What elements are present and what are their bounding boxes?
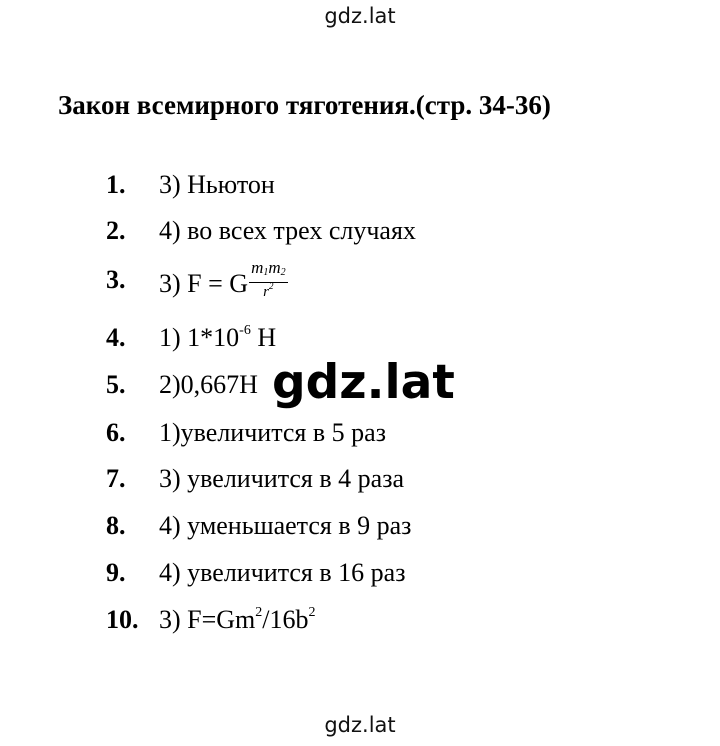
- page-title: Закон всемирного тяготения.(стр. 34-36): [58, 90, 551, 120]
- fraction-denominator: $r^2$: [263, 281, 274, 300]
- item-answer: 1) $1*10^{-6}$ Н: [159, 323, 277, 352]
- item-answer: 2)0,667Н: [159, 370, 258, 399]
- item-answer: 4) уменьшается в 9 раз: [159, 511, 412, 540]
- item-answer: [159, 258, 288, 307]
- item-answer: 1)увеличится в 5 раз: [159, 418, 386, 447]
- fraction-numerator: $m_1m_2$: [249, 259, 288, 283]
- item-number: 6.: [106, 418, 126, 447]
- item-answer: 3) Ньютон: [159, 170, 275, 199]
- watermark-center: gdz.lat: [272, 355, 455, 410]
- watermark-top: gdz.lat: [324, 4, 396, 28]
- item-answer: 3) $F=Gm^2/16b^2$: [159, 605, 316, 634]
- item-answer: 4) во всех трех случаях: [159, 216, 416, 245]
- item-number: 4.: [106, 323, 126, 352]
- item-number: 3.: [106, 265, 126, 294]
- item-number: 7.: [106, 464, 126, 493]
- item-number: 9.: [106, 558, 126, 587]
- watermark-bottom: gdz.lat: [324, 713, 396, 737]
- item-number: 8.: [106, 511, 126, 540]
- gravity-fraction: [249, 259, 288, 301]
- item-answer: 4) увеличится в 16 раз: [159, 558, 406, 587]
- item-answer: 3) увеличится в 4 раза: [159, 464, 405, 493]
- item-number: 2.: [106, 216, 126, 245]
- item-number: 1.: [106, 170, 126, 199]
- item-number: 10.: [106, 605, 139, 634]
- item-number: 5.: [106, 370, 126, 399]
- formula-prefix: 3) F = G: [159, 268, 249, 298]
